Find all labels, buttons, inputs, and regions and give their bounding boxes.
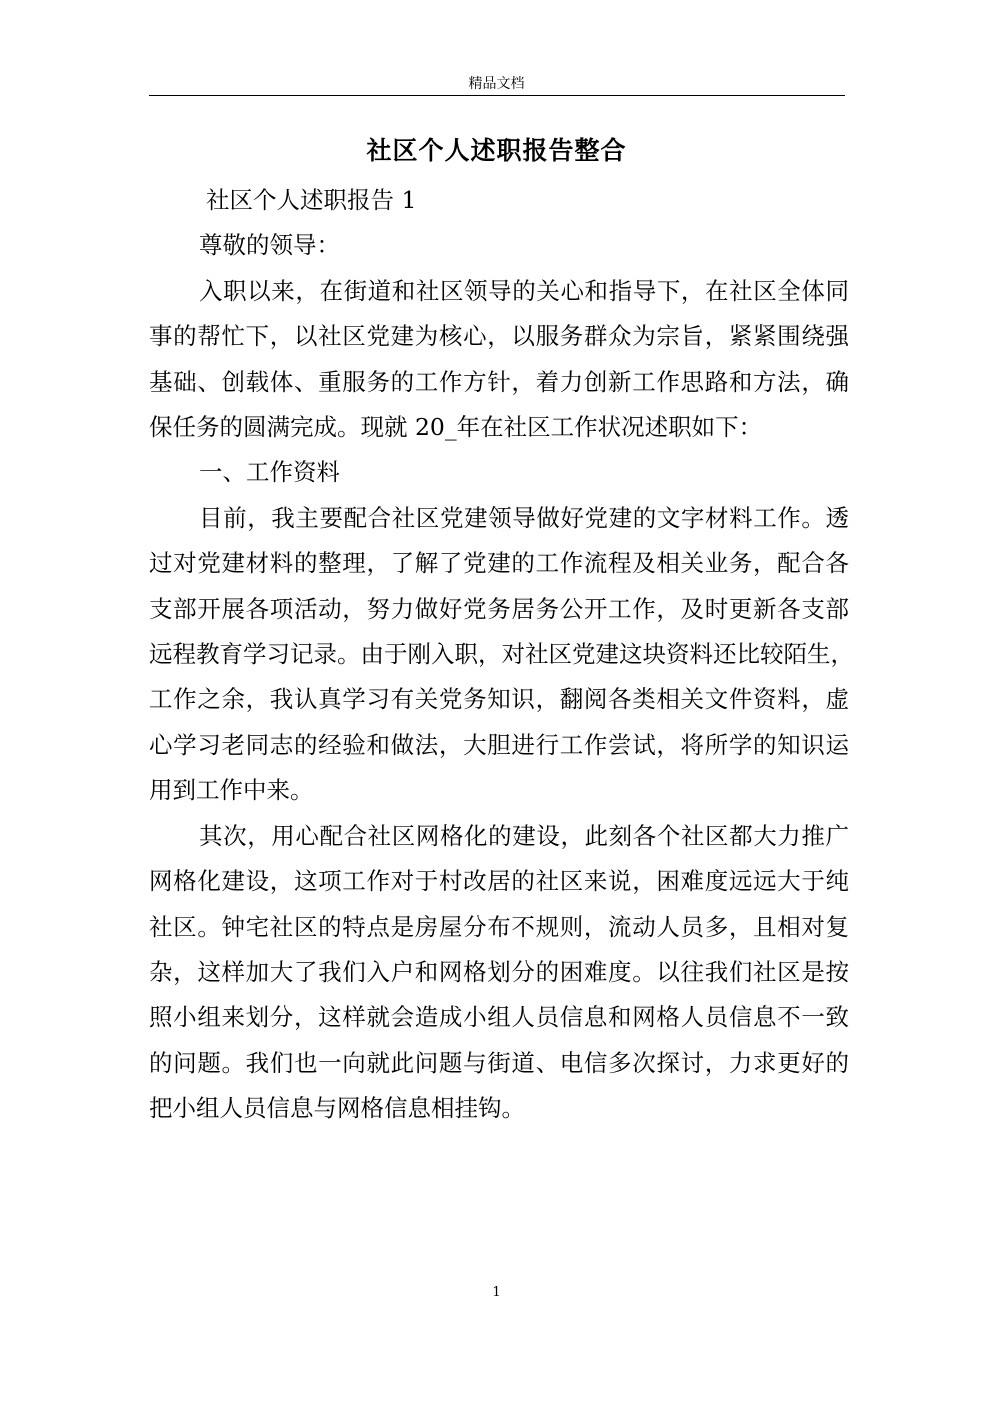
paragraph-line: 工作之余，我认真学习有关党务知识，翻阅各类相关文件资料，虚 (149, 685, 849, 714)
section-heading: 一、工作资料 (199, 458, 340, 487)
paragraph-line: 网格化建设，这项工作对于村改居的社区来说，困难度远远大于纯 (149, 867, 849, 896)
paragraph-line: 照小组来划分，这样就会造成小组人员信息和网格人员信息不一致 (149, 1003, 849, 1032)
paragraph-1 (149, 269, 849, 451)
paragraph-line: 的问题。我们也一向就此问题与街道、电信多次探讨，力求更好的 (149, 1048, 849, 1077)
paragraph-line: 支部开展各项活动，努力做好党务居务公开工作，及时更新各支部 (149, 594, 849, 623)
paragraph-line: 远程教育学习记录。由于刚入职，对社区党建这块资料还比较陌生， (149, 640, 854, 669)
report-subtitle: 社区个人述职报告 1 (206, 186, 417, 214)
paragraph-line: 杂，这样加大了我们入户和网格划分的困难度。以往我们社区是按 (149, 957, 849, 986)
paragraph-line: 其次，用心配合社区网格化的建设，此刻各个社区都大力推广 (199, 821, 849, 850)
paragraph-2 (149, 496, 854, 814)
paragraph-line: 目前，我主要配合社区党建领导做好党建的文字材料工作。透 (199, 503, 849, 532)
salutation: 尊敬的领导： (199, 231, 340, 260)
document-title: 社区个人述职报告整合 (366, 136, 627, 165)
paragraph-line: 心学习老同志的经验和做法，大胆进行工作尝试，将所学的知识运 (149, 730, 849, 759)
paragraph-line: 把小组人员信息与网格信息相挂钩。 (149, 1094, 525, 1123)
paragraph-line: 入职以来，在街道和社区领导的关心和指导下，在社区全体同 (199, 276, 849, 305)
paragraph-line: 基础、创载体、重服务的工作方针，着力创新工作思路和方法，确 (149, 367, 849, 396)
paragraph-line: 事的帮忙下，以社区党建为核心，以服务群众为宗旨，紧紧围绕强 (149, 322, 849, 351)
paragraph-line: 保任务的圆满完成。现就 20_年在社区工作状况述职如下： (149, 413, 763, 442)
paragraph-line: 用到工作中来。 (149, 776, 314, 805)
paragraph-3 (149, 814, 849, 1132)
page-header: 精品文档 (468, 76, 525, 92)
paragraph-line: 社区。钟宅社区的特点是房屋分布不规则，流动人员多，且相对复 (149, 912, 849, 941)
paragraph-line: 过对党建材料的整理，了解了党建的工作流程及相关业务，配合各 (149, 549, 849, 578)
header-divider (149, 95, 845, 96)
document-body (149, 178, 854, 1132)
page-number: 1 (492, 1285, 501, 1300)
